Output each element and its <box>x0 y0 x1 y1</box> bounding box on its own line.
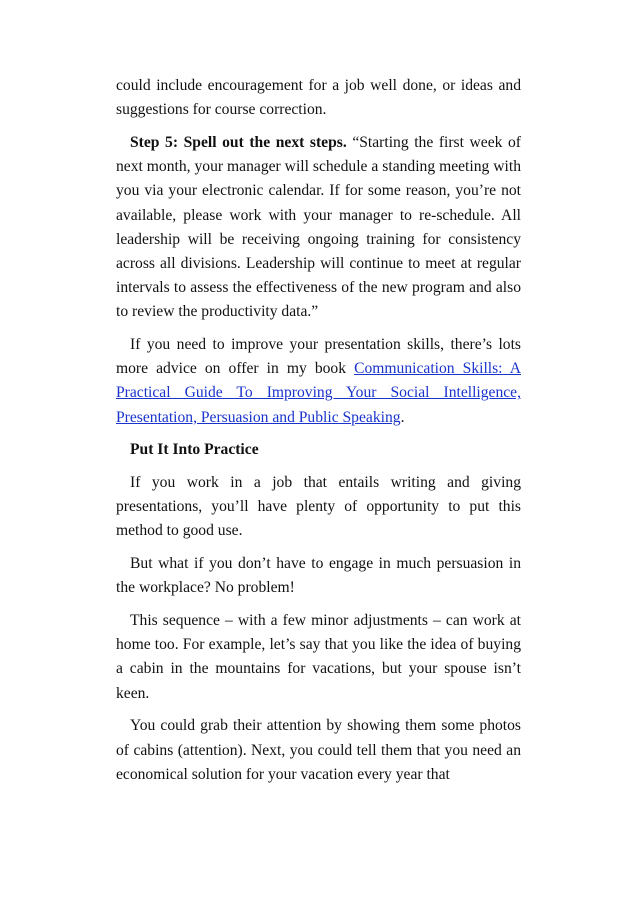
paragraph-text: You could grab their attention by showing them some photos of cabins (attention). Next, you could tell them that you need an economical solution for your vacation every year that <box>116 717 521 783</box>
paragraph-text: This sequence – with a few minor adjustments – can work at home too. For example, let’s say that you like the idea of buying a cabin in the mountains for vacations, but your spouse isn’t keen. <box>116 612 521 702</box>
page-body <box>116 74 521 795</box>
step-5-body: “Starting the first week of next month, your manager will schedule a standing meeting with you via your electronic calendar. If for some reason, you’re not available, please work with your manager to re-schedule. All leadership will be receiving ongoing training for consistency across all divisions. Leadership will continue to meet at regular intervals to assess the effectiveness of the new program and also to review the productivity data.” <box>116 133 522 321</box>
paragraph-text: But what if you don’t have to engage in much persuasion in the workplace? No problem! <box>116 555 521 597</box>
paragraph-continuation <box>116 74 521 122</box>
section-heading: Put It Into Practice <box>130 441 259 459</box>
book-link[interactable]: Communication Skills: A Practical Guide To Improving Your Social Intelligence, Presentation, Persuasion and Public Speaking <box>116 360 521 426</box>
paragraph-text: If you work in a job that entails writing and giving presentations, you’ll have plenty of opportunity to put this method to good use. <box>116 474 521 540</box>
book-reference-end: . <box>400 408 405 426</box>
paragraph-text: could include encouragement for a job well done, or ideas and suggestions for course correction. <box>116 77 521 119</box>
paragraph-attention <box>116 714 521 787</box>
paragraph-home <box>116 609 521 706</box>
paragraph-step-5 <box>116 131 521 325</box>
paragraph-book-reference <box>116 333 521 430</box>
paragraph-practice <box>116 471 521 544</box>
step-5-lead: Step 5: Spell out the next steps. <box>130 133 347 151</box>
paragraph-workplace <box>116 552 521 600</box>
book-reference-intro: If you need to improve your presentation skills, there’s lots more advice on offer in my book <box>116 336 521 378</box>
